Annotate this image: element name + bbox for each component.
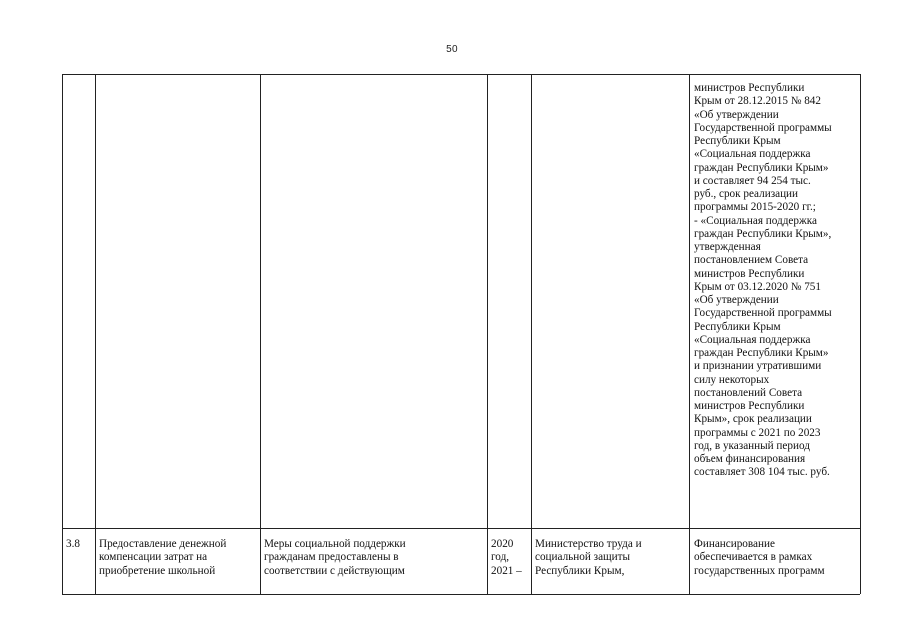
text-line: министров Республики	[694, 82, 805, 94]
text-line: утвержденная	[694, 241, 761, 253]
text-line: объем финансирования	[694, 453, 806, 465]
row-number: 3.8	[66, 538, 80, 550]
text-line: Предоставление денежной	[99, 538, 227, 550]
text-line: министров Республики	[694, 400, 805, 412]
text-line: социальной защиты	[535, 551, 631, 564]
text-line: гражданам предоставлены в	[264, 551, 399, 564]
text-line: приобретение школьной	[99, 564, 216, 577]
column-divider	[531, 74, 532, 594]
row-number-cell	[66, 538, 94, 551]
text-line: граждан Республики Крым»,	[694, 227, 832, 240]
result-cell	[264, 538, 486, 578]
text-line: компенсации затрат на	[99, 551, 208, 564]
text-line: и признании утратившими	[694, 360, 822, 373]
text-line: граждан Республики Крым»	[694, 347, 829, 359]
text-line: Крым», срок реализации	[694, 413, 812, 426]
text-line: «Об утверждении	[694, 108, 779, 121]
column-divider	[62, 74, 63, 594]
text-line: Финансирование	[694, 538, 775, 550]
table-top-border	[62, 74, 860, 75]
text-line: Республики Крым,	[535, 564, 625, 577]
text-line: - «Социальная поддержка	[694, 214, 817, 227]
text-line: Министерство труда и	[535, 538, 642, 550]
text-line: соответствии с действующим	[264, 564, 405, 577]
continuation-basis-cell	[694, 82, 858, 480]
text-line: «Социальная поддержка	[694, 148, 811, 161]
period-cell	[491, 538, 531, 578]
text-line: год,	[491, 551, 510, 564]
row-divider	[62, 528, 860, 529]
text-line: «Социальная поддержка	[694, 333, 811, 346]
text-line: Государственной программы	[694, 307, 832, 320]
text-line: 2021 –	[491, 564, 522, 577]
text-line: государственных программ	[694, 564, 825, 577]
text-line: постановлений Совета	[694, 386, 803, 399]
text-line: «Об утверждении	[694, 294, 779, 306]
measure-cell	[99, 538, 259, 578]
text-line: составляет 308 104 тыс. руб.	[694, 466, 830, 479]
text-line: Меры социальной поддержки	[264, 538, 406, 550]
text-line: Государственной программы	[694, 121, 832, 134]
page-number: 50	[446, 44, 458, 55]
column-divider	[260, 74, 261, 594]
text-line: Крым от 03.12.2020 № 751	[694, 280, 821, 293]
column-divider	[95, 74, 96, 594]
text-line: руб., срок реализации	[694, 188, 799, 200]
column-divider	[487, 74, 488, 594]
executor-cell	[535, 538, 687, 578]
text-line: министров Республики	[694, 267, 805, 280]
text-line: граждан Республики Крым»	[694, 161, 829, 174]
text-line: программы 2015-2020 гг.;	[694, 201, 816, 214]
text-line: обеспечивается в рамках	[694, 551, 813, 564]
table-bottom-border	[62, 594, 860, 595]
text-line: и составляет 94 254 тыс.	[694, 174, 811, 187]
text-line: 2020	[491, 538, 514, 550]
text-line: силу некоторых	[694, 373, 770, 386]
text-line: Республики Крым	[694, 320, 781, 333]
text-line: Республики Крым	[694, 135, 781, 147]
column-divider	[689, 74, 690, 594]
column-divider	[860, 74, 861, 594]
basis-cell	[694, 538, 858, 578]
text-line: программы с 2021 по 2023	[694, 426, 821, 439]
text-line: постановлением Совета	[694, 254, 809, 267]
text-line: Крым от 28.12.2015 № 842	[694, 95, 821, 108]
text-line: год, в указанный период	[694, 439, 810, 452]
